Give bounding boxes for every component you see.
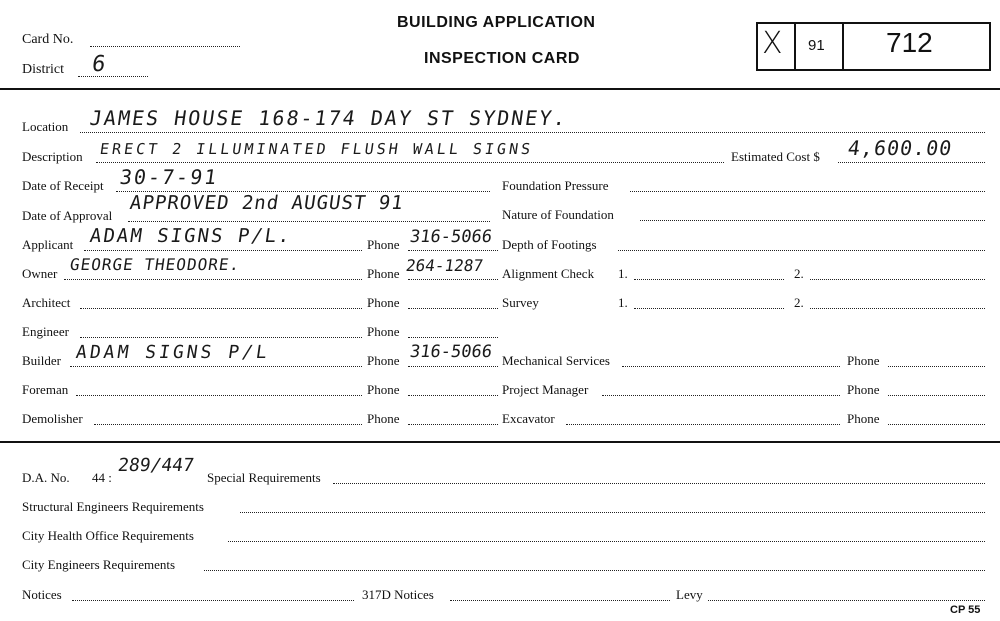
- architect-phone-field[interactable]: [408, 308, 498, 309]
- location-label: Location: [22, 119, 69, 134]
- owner-value: GEORGE THEODORE.: [68, 255, 242, 274]
- notices-label: Notices: [22, 587, 62, 602]
- project-manager-field[interactable]: [602, 395, 840, 396]
- foreman-phone-field[interactable]: [408, 395, 498, 396]
- nature-foundation-field[interactable]: [640, 220, 985, 221]
- excavator-phone-label: Phone: [847, 411, 880, 426]
- applicant-value: ADAM SIGNS P/L.: [88, 225, 294, 247]
- survey-1-field[interactable]: [634, 308, 784, 309]
- owner-label: Owner: [22, 266, 58, 281]
- health-requirements-field[interactable]: [228, 541, 985, 542]
- district-label: District: [22, 62, 64, 77]
- applicant-phone-value: 316-5066: [408, 227, 494, 247]
- card-no-label: Card No.: [22, 32, 74, 47]
- special-requirements-label: Special Requirements: [207, 470, 321, 485]
- date-approval-label: Date of Approval: [22, 208, 113, 223]
- engineer-label: Engineer: [22, 324, 69, 339]
- estimated-cost-label: Estimated Cost $: [731, 149, 820, 164]
- builder-phone-label: Phone: [367, 353, 400, 368]
- header-divider: [0, 88, 1000, 90]
- excavator-phone-field[interactable]: [888, 424, 985, 425]
- city-engineers-label: City Engineers Requirements: [22, 557, 176, 572]
- description-value: ERECT 2 ILLUMINATED FLUSH WALL SIGNS: [98, 140, 535, 158]
- alignment-2-num: 2.: [794, 266, 804, 281]
- notices-317d-field[interactable]: [450, 600, 670, 601]
- project-manager-phone-field[interactable]: [888, 395, 985, 396]
- excavator-field[interactable]: [566, 424, 840, 425]
- structural-requirements-label: Structural Engineers Requirements: [22, 499, 204, 514]
- structural-requirements-field[interactable]: [240, 512, 985, 513]
- location-field[interactable]: [80, 132, 985, 133]
- project-manager-phone-label: Phone: [847, 382, 880, 397]
- owner-phone-field[interactable]: [408, 279, 498, 280]
- demolisher-phone-field[interactable]: [408, 424, 498, 425]
- applicant-phone-label: Phone: [367, 237, 400, 252]
- survey-label: Survey: [502, 295, 539, 310]
- excavator-label: Excavator: [502, 411, 555, 426]
- alignment-check-2-field[interactable]: [810, 279, 985, 280]
- nature-foundation-label: Nature of Foundation: [502, 207, 614, 222]
- builder-phone-field[interactable]: [408, 366, 498, 367]
- architect-label: Architect: [22, 295, 71, 310]
- builder-label: Builder: [22, 353, 61, 368]
- date-approval-field[interactable]: [128, 221, 490, 222]
- levy-label: Levy: [676, 587, 703, 602]
- foreman-field[interactable]: [76, 395, 362, 396]
- form-code: CP 55: [950, 604, 981, 616]
- survey-2-num: 2.: [794, 295, 804, 310]
- notices-field[interactable]: [72, 600, 354, 601]
- owner-phone-value: 264-1287: [404, 256, 485, 275]
- demolisher-label: Demolisher: [22, 411, 83, 426]
- district-value: 6: [90, 52, 110, 77]
- title-line-1: BUILDING APPLICATION: [397, 14, 596, 31]
- foundation-pressure-label: Foundation Pressure: [502, 178, 609, 193]
- mechanical-phone-label: Phone: [847, 353, 880, 368]
- district-field[interactable]: [78, 76, 148, 77]
- survey-1-num: 1.: [618, 295, 628, 310]
- architect-field[interactable]: [80, 308, 362, 309]
- builder-phone-value: 316-5066: [408, 342, 494, 362]
- demolisher-field[interactable]: [94, 424, 362, 425]
- box-number: 712: [886, 27, 933, 58]
- engineer-phone-label: Phone: [367, 324, 400, 339]
- alignment-check-1-field[interactable]: [634, 279, 784, 280]
- engineer-phone-field[interactable]: [408, 337, 498, 338]
- alignment-check-label: Alignment Check: [502, 266, 595, 281]
- engineer-field[interactable]: [80, 337, 362, 338]
- builder-value: ADAM SIGNS P/L: [74, 342, 272, 363]
- applicant-label: Applicant: [22, 237, 74, 252]
- builder-field[interactable]: [70, 366, 362, 367]
- architect-phone-label: Phone: [367, 295, 400, 310]
- mechanical-services-field[interactable]: [622, 366, 840, 367]
- estimated-cost-field[interactable]: [838, 162, 985, 163]
- depth-footings-field[interactable]: [618, 250, 985, 251]
- applicant-phone-field[interactable]: [408, 250, 498, 251]
- owner-phone-label: Phone: [367, 266, 400, 281]
- mechanical-phone-field[interactable]: [888, 366, 985, 367]
- notices-317d-label: 317D Notices: [362, 587, 434, 602]
- title-line-2: INSPECTION CARD: [424, 50, 580, 67]
- description-label: Description: [22, 149, 83, 164]
- card-no-field[interactable]: [90, 46, 240, 47]
- foreman-phone-label: Phone: [367, 382, 400, 397]
- date-receipt-value: 30-7-91: [118, 165, 220, 189]
- demolisher-phone-label: Phone: [367, 411, 400, 426]
- foundation-pressure-field[interactable]: [630, 191, 985, 192]
- foreman-label: Foreman: [22, 382, 69, 397]
- box-mark: X: [762, 26, 783, 61]
- da-number-value: 289/447: [116, 455, 196, 476]
- date-receipt-label: Date of Receipt: [22, 178, 104, 193]
- applicant-field[interactable]: [84, 250, 362, 251]
- card-number-box: [756, 22, 991, 71]
- levy-field[interactable]: [708, 600, 985, 601]
- alignment-1-num: 1.: [618, 266, 628, 281]
- health-requirements-label: City Health Office Requirements: [22, 528, 194, 543]
- date-approval-value: APPROVED 2nd AUGUST 91: [128, 192, 406, 214]
- section-divider: [0, 441, 1000, 443]
- project-manager-label: Project Manager: [502, 382, 589, 397]
- special-requirements-field[interactable]: [333, 483, 985, 484]
- description-field[interactable]: [96, 162, 724, 163]
- box-year: 91: [808, 37, 825, 54]
- location-value: JAMES HOUSE 168-174 DAY ST SYDNEY.: [88, 106, 570, 130]
- city-engineers-field[interactable]: [204, 570, 985, 571]
- depth-footings-label: Depth of Footings: [502, 237, 597, 252]
- survey-2-field[interactable]: [810, 308, 985, 309]
- mechanical-services-label: Mechanical Services: [502, 353, 610, 368]
- da-prefix: 44 :: [92, 470, 112, 485]
- estimated-cost-value: 4,600.00: [846, 136, 955, 160]
- owner-field[interactable]: [64, 279, 362, 280]
- da-no-label: D.A. No.: [22, 470, 70, 485]
